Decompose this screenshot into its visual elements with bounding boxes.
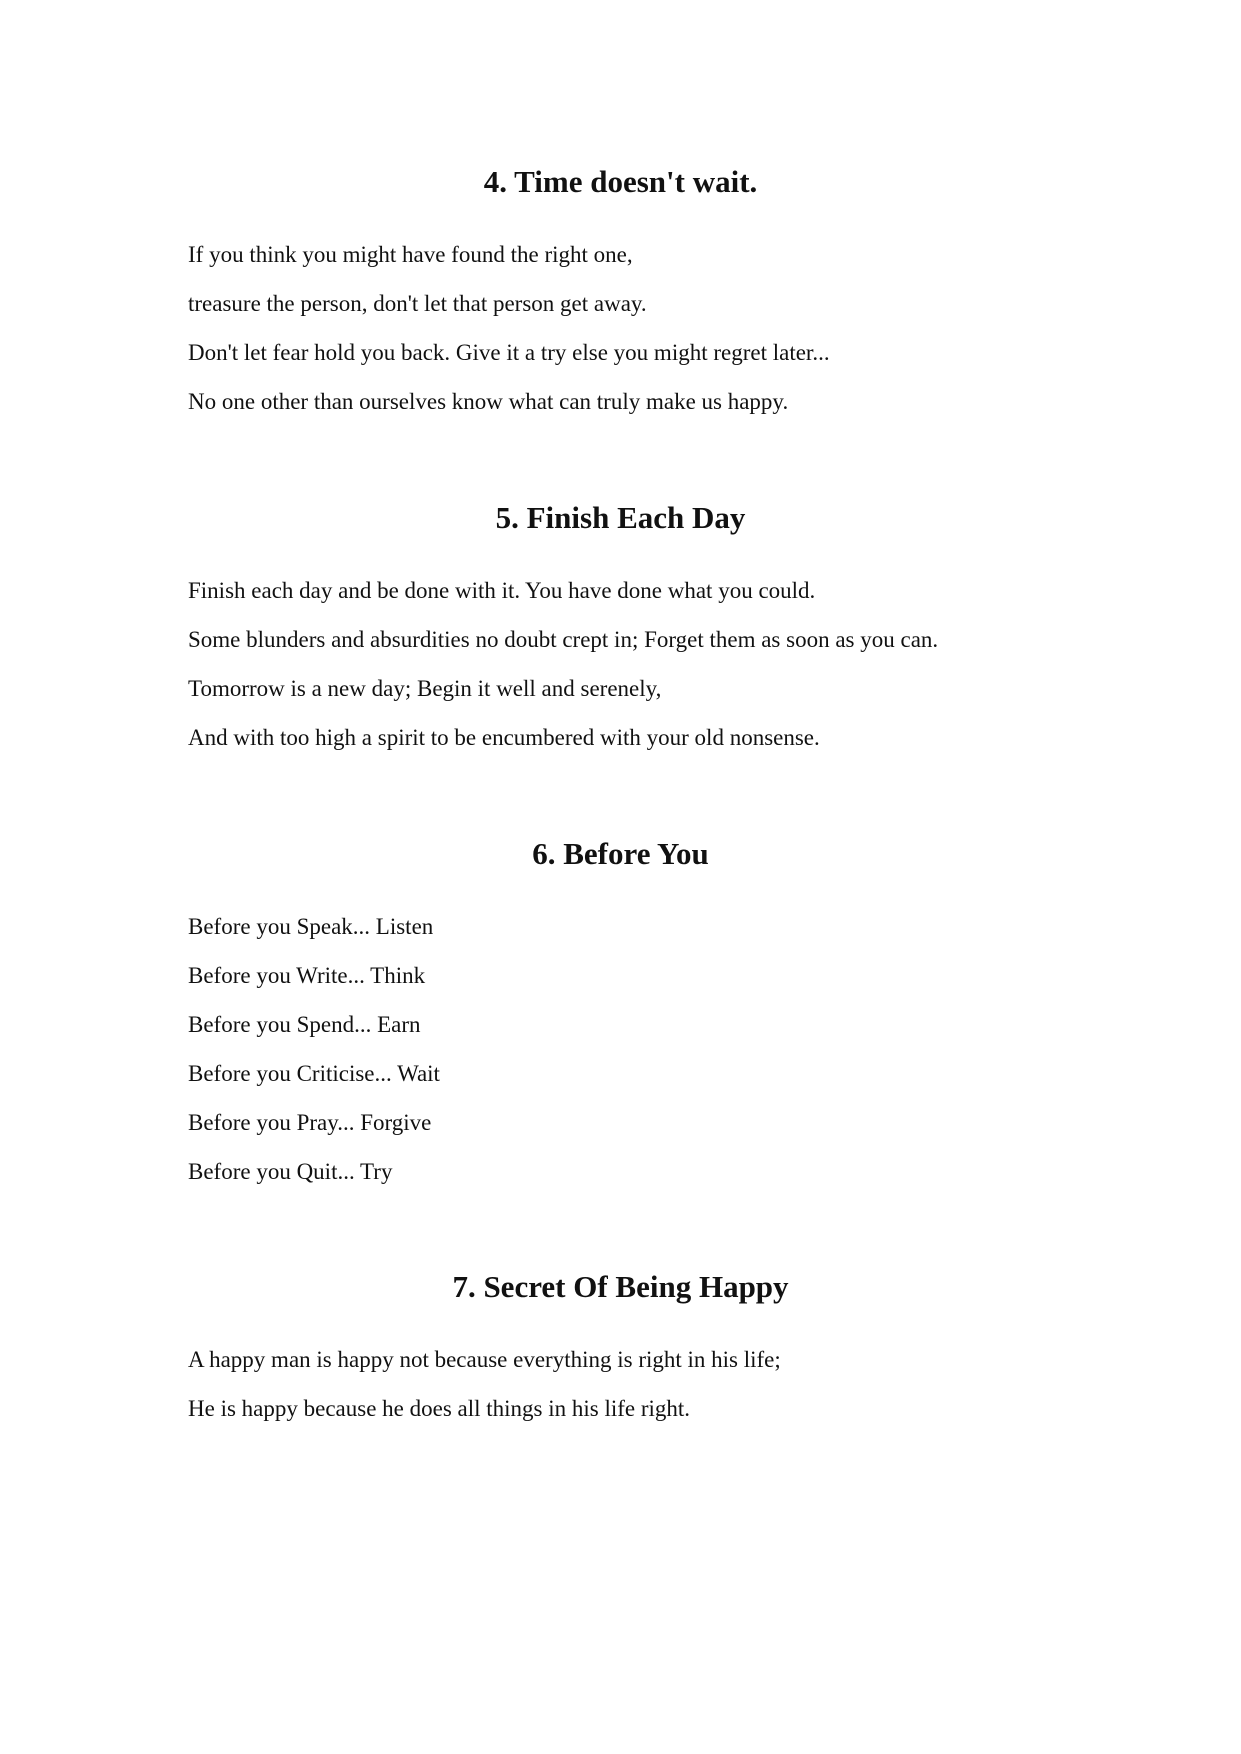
- text-line: He is happy because he does all things in his life right.: [188, 1396, 691, 1421]
- text-line: treasure the person, don't let that person get away.: [188, 291, 647, 316]
- text-line: Tomorrow is a new day; Begin it well and serenely,: [188, 676, 662, 701]
- text-line: Some blunders and absurdities no doubt crept in; Forget them as soon as you can.: [188, 627, 939, 652]
- section-title: 6. Before You: [532, 836, 709, 871]
- section-lines: [188, 902, 440, 1196]
- text-line: Before you Pray... Forgive: [188, 1110, 432, 1135]
- section-title: 4. Time doesn't wait.: [483, 164, 758, 199]
- text-line: Finish each day and be done with it. You have done what you could.: [188, 578, 816, 603]
- text-line: Before you Spend... Earn: [188, 1012, 421, 1037]
- section-title: 5. Finish Each Day: [495, 500, 746, 535]
- text-line: Don't let fear hold you back. Give it a try else you might regret later...: [188, 340, 830, 365]
- section-title: 7. Secret Of Being Happy: [452, 1269, 789, 1304]
- section-lines: [188, 1335, 781, 1433]
- text-line: Before you Criticise... Wait: [188, 1061, 440, 1086]
- text-line: Before you Write... Think: [188, 963, 426, 988]
- text-line: If you think you might have found the right one,: [188, 242, 633, 267]
- section-lines: [188, 230, 830, 426]
- text-line: Before you Speak... Listen: [188, 914, 434, 939]
- section-lines: [188, 566, 938, 762]
- text-line: A happy man is happy not because everything is right in his life;: [188, 1347, 781, 1372]
- text-line: And with too high a spirit to be encumbered with your old nonsense.: [188, 725, 820, 750]
- text-line: No one other than ourselves know what can truly make us happy.: [188, 389, 789, 414]
- text-line: Before you Quit... Try: [188, 1159, 393, 1184]
